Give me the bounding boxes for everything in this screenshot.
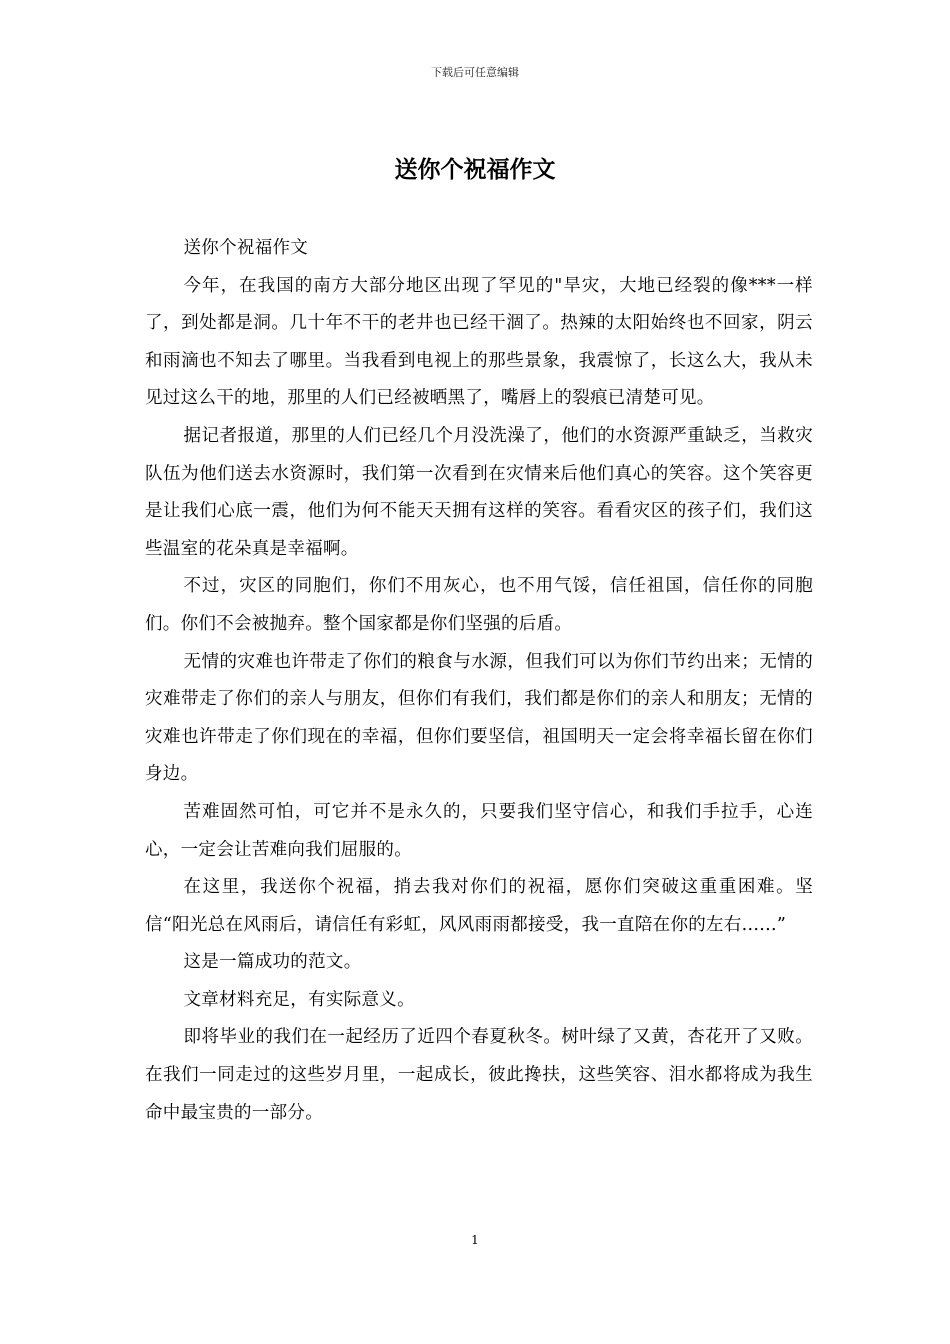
paragraph-comment-2: 文章材料充足，有实际意义。 <box>183 989 415 1010</box>
header-note: 下载后可任意编辑 <box>431 66 519 79</box>
paragraph-encouragement: 不过，灾区的同胞们，你们不用灰心，也不用气馁，信任祖国，信任你的同胞们。你们不会被抛弃。整个国家都是你们坚强的后盾。 <box>145 576 813 634</box>
paragraph-hardship: 苦难固然可怕，可它并不是永久的，只要我们坚守信心，和我们手拉手，心连心，一定会让苦难向我们屈服的。 <box>145 801 813 860</box>
paragraph-graduation: 即将毕业的我们在一起经历了近四个春夏秋冬。树叶绿了又黄，杏花开了又败。在我们一同走过的这些岁月里，一起成长，彼此搀扶，这些笑容、泪水都将成为我生命中最宝贵的一部分。 <box>145 1027 813 1123</box>
paragraph-blessing: 在这里，我送你个祝福，捎去我对你们的祝福，愿你们突破这重重困难。坚信“阳光总在风雨后，请信任有彩虹，风风雨雨都接受，我一直陪在你的左右......” <box>145 877 813 935</box>
page-number: 1 <box>471 1233 479 1247</box>
document-title: 送你个祝福作文 <box>394 156 556 183</box>
paragraph-comment-1: 这是一篇成功的范文。 <box>183 952 362 973</box>
paragraph-report: 据记者报道，那里的人们已经几个月没洗澡了，他们的水资源严重缺乏，当救灾队伍为他们送去水资源时，我们第一次看到在灾情来后他们真心的笑容。这个笑容更是让我们心底一震，他们为何不能天天拥有这样的笑容。看看灾区的孩子们，我们这些温室的花朵真是幸福啊。 <box>145 425 813 559</box>
paragraph-drought: 今年，在我国的南方大部分地区出现了罕见的"旱灾，大地已经裂的像***一样了，到处都是洞。几十年不干的老井也已经干涸了。热辣的太阳始终也不回家，阴云和雨滴也不知去了哪里。当我看到电视上的那些景象，我震惊了，长这么大，我从未见过这么干的地，那里的人们已经被晒黑了，嘴唇上的裂痕已清楚可见。 <box>145 275 813 409</box>
paragraph-disaster: 无情的灾难也许带走了你们的粮食与水源，但我们可以为你们节约出来；无情的灾难带走了你们的亲人与朋友，但你们有我们，我们都是你们的亲人和朋友；无情的灾难也许带走了你们现在的幸福，但你们要坚信，祖国明天一定会将幸福长留在你们身边。 <box>145 651 813 785</box>
document-body <box>145 230 813 1132</box>
paragraph-subtitle: 送你个祝福作文 <box>183 238 309 258</box>
